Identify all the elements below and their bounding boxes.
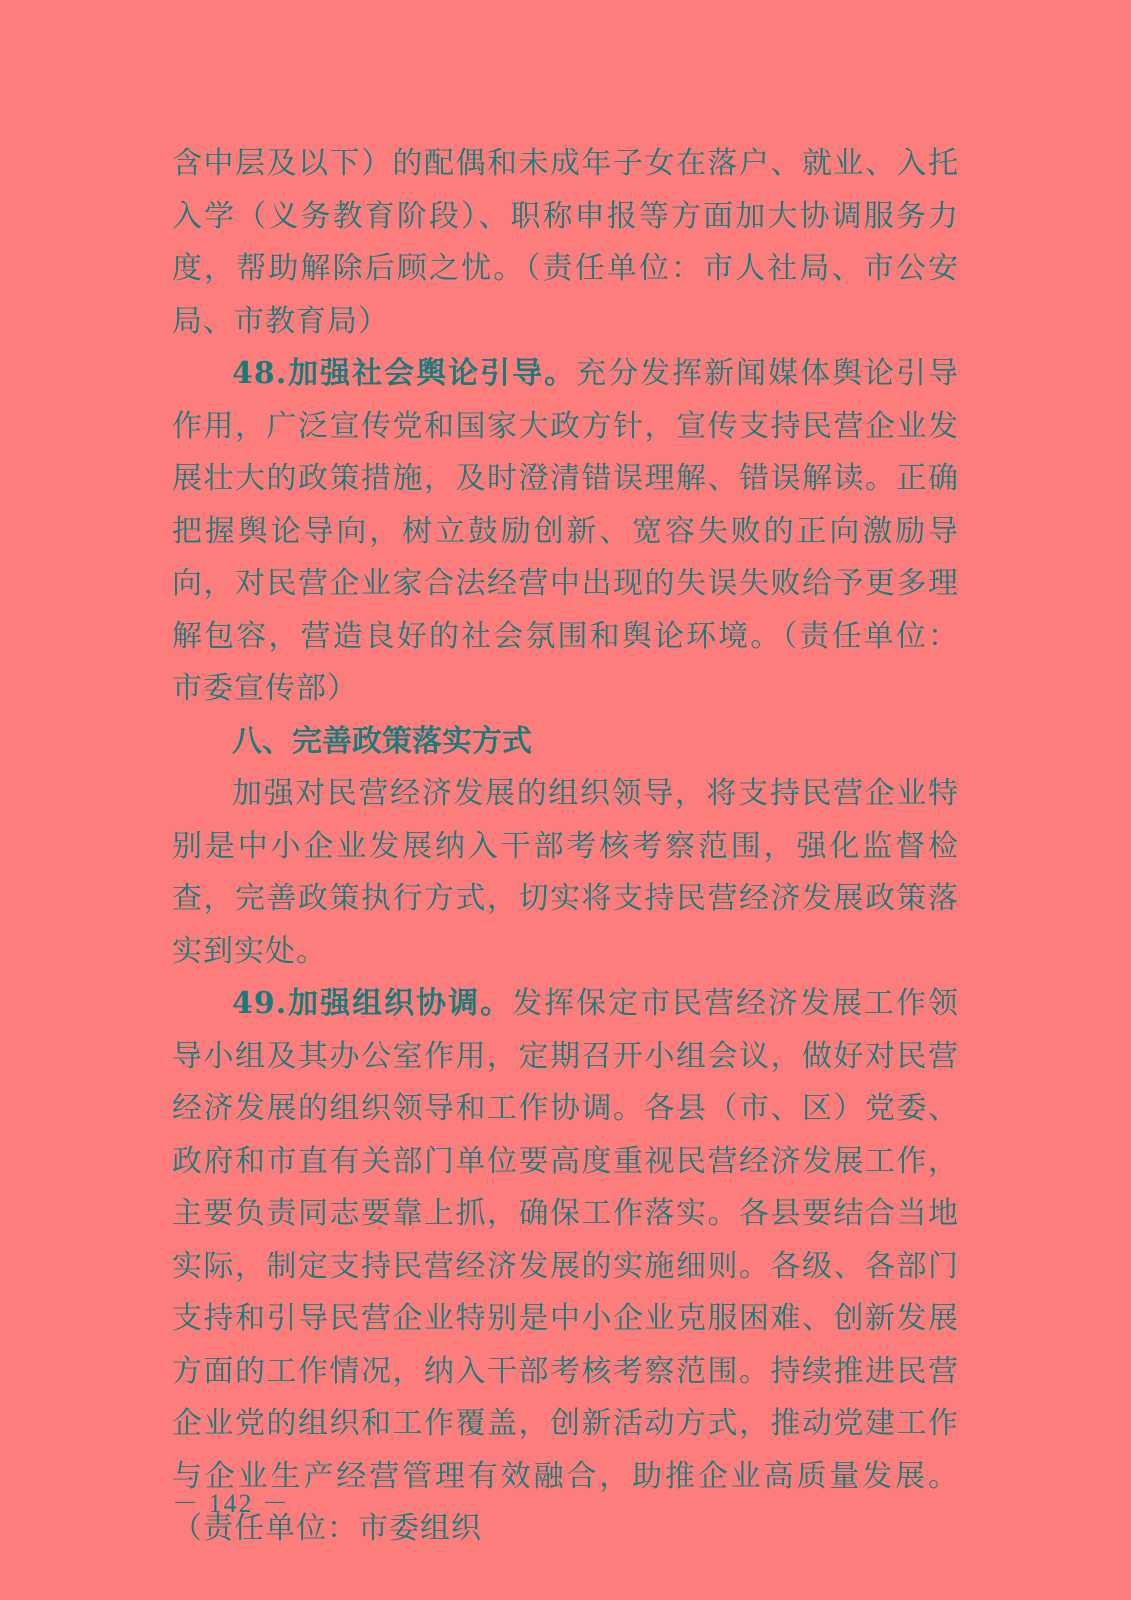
page-number: － 142 － (172, 1489, 291, 1518)
paragraph-item-49 (172, 978, 959, 1556)
paragraph-continuation (172, 138, 959, 348)
document-body (172, 138, 959, 1556)
item-lead-49: 49.加强组织协调。 (232, 986, 513, 1021)
item-lead-48: 48.加强社会舆论引导。 (232, 356, 577, 391)
paragraph-text: 发挥保定市民营经济发展工作领导小组及其办公室作用，定期召开小组会议，做好对民营经济发展的组织领导和工作协调。各县（市、区）党委、政府和市直有关部门单位要高度重视民营经济发展工作，主要负责同志要靠上抓，确保工作落实。各县要结合当地实际，制定支持民营经济发展的实施细则。各级、各部门支持和引导民营企业特别是中小企业克服困难、创新发展方面的工作情况，纳入干部考核考察范围。持续推进民营企业党的组织和工作覆盖，创新活动方式，推动党建工作与企业生产经营管理有效融合，助推企业高质量发展。（责任单位：市委组织 (172, 986, 959, 1546)
section-heading: 八、完善政策落实方式 (232, 723, 532, 759)
paragraph-text: 充分发挥新闻媒体舆论引导作用，广泛宣传党和国家大政方针，宣传支持民营企业发展壮大的政策措施，及时澄清错误理解、错误解读。正确把握舆论导向，树立鼓励创新、宽容失败的正向激励导向，对民营企业家合法经营中出现的失误失败给予更多理解包容，营造良好的社会氛围和舆论环境。（责任单位：市委宣传部） (172, 356, 960, 706)
paragraph-item-48 (172, 348, 959, 716)
paragraph-text: 加强对民营经济发展的组织领导，将支持民营企业特别是中小企业发展纳入干部考核考察范围，强化监督检查，完善政策执行方式，切实将支持民营经济发展政策落实到实处。 (172, 776, 959, 969)
paragraph-text: 含中层及以下）的配偶和未成年子女在落户、就业、入托入学（义务教育阶段）、职称申报等方面加大协调服务力度，帮助解除后顾之忧。（责任单位：市人社局、市公安局、市教育局） (172, 146, 959, 339)
paragraph-section-intro (172, 768, 959, 978)
